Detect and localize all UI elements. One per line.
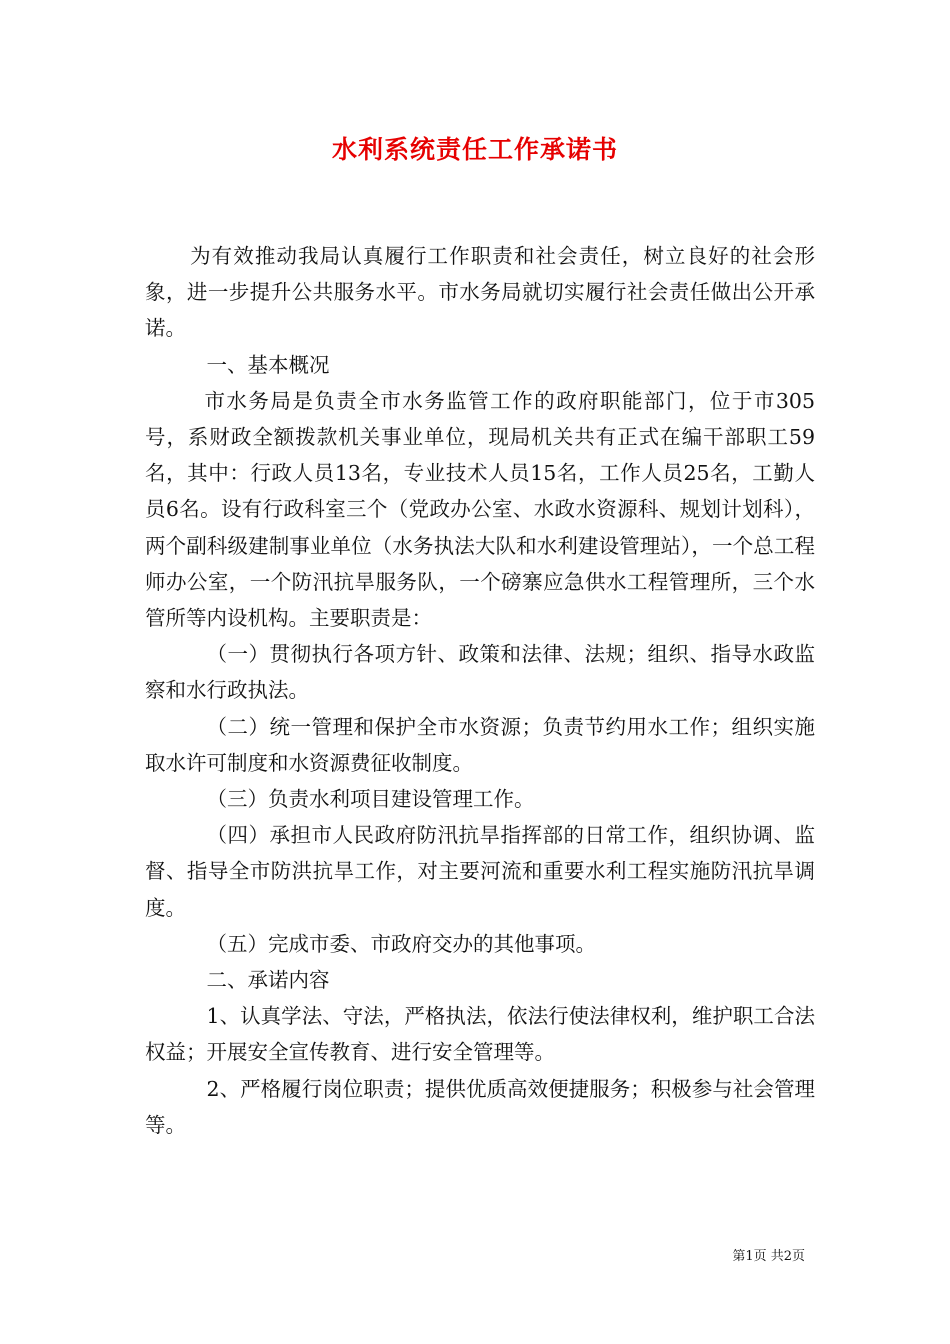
section-heading-overview: 一、基本概况 bbox=[206, 352, 330, 377]
duty-item-5: （五）完成市委、市政府交办的其他事项。 bbox=[206, 931, 596, 956]
intro-paragraph: 为有效推动我局认真履行工作职责和社会责任，树立良好的社会形象，进一步提升公共服务水平。市水务局就切实履行社会责任做出公开承诺。 bbox=[145, 244, 815, 341]
commitment-item-2: 2、严格履行岗位职责；提供优质高效便捷服务；积极参与社会管理等。 bbox=[145, 1076, 815, 1137]
page-indicator: 第1页 共2页 bbox=[732, 1249, 805, 1264]
overview-paragraph: 市水务局是负责全市水务监管工作的政府职能部门，位于市305号，系财政全额拨款机关事业单位，现局机关共有正式在编干部职工59名，其中：行政人员13名，专业技术人员15名，工作人员25名，工勤人员6名。设有行政科室三个（党政办公室、水政水资源科、规划计划科），两个副科级建制事业单位（水务执法大队和水利建设管理站），一个总工程师办公室，一个防汛抗旱服务队，一个磅寨应急供水工程管理所，三个水管所等内设机构。主要职责是： bbox=[145, 388, 815, 631]
duty-item-2: （二）统一管理和保护全市水资源；负责节约用水工作；组织实施取水许可制度和水资源费征收制度。 bbox=[145, 714, 815, 775]
document-title: 水利系统责任工作承诺书 bbox=[331, 135, 618, 164]
document-body bbox=[145, 238, 815, 1143]
duty-item-4: （四）承担市人民政府防汛抗旱指挥部的日常工作，组织协调、监督、指导全市防洪抗旱工作，对主要河流和重要水利工程实施防汛抗旱调度。 bbox=[145, 823, 815, 920]
duty-item-1: （一）贯彻执行各项方针、政策和法律、法规；组织、指导水政监察和水行政执法。 bbox=[145, 642, 815, 703]
section-heading-commitments: 二、承诺内容 bbox=[206, 968, 330, 993]
commitment-item-1: 1、认真学法、守法，严格执法，依法行使法律权利，维护职工合法权益；开展安全宣传教育、进行安全管理等。 bbox=[145, 1004, 815, 1065]
duty-item-3: （三）负责水利项目建设管理工作。 bbox=[206, 787, 535, 812]
